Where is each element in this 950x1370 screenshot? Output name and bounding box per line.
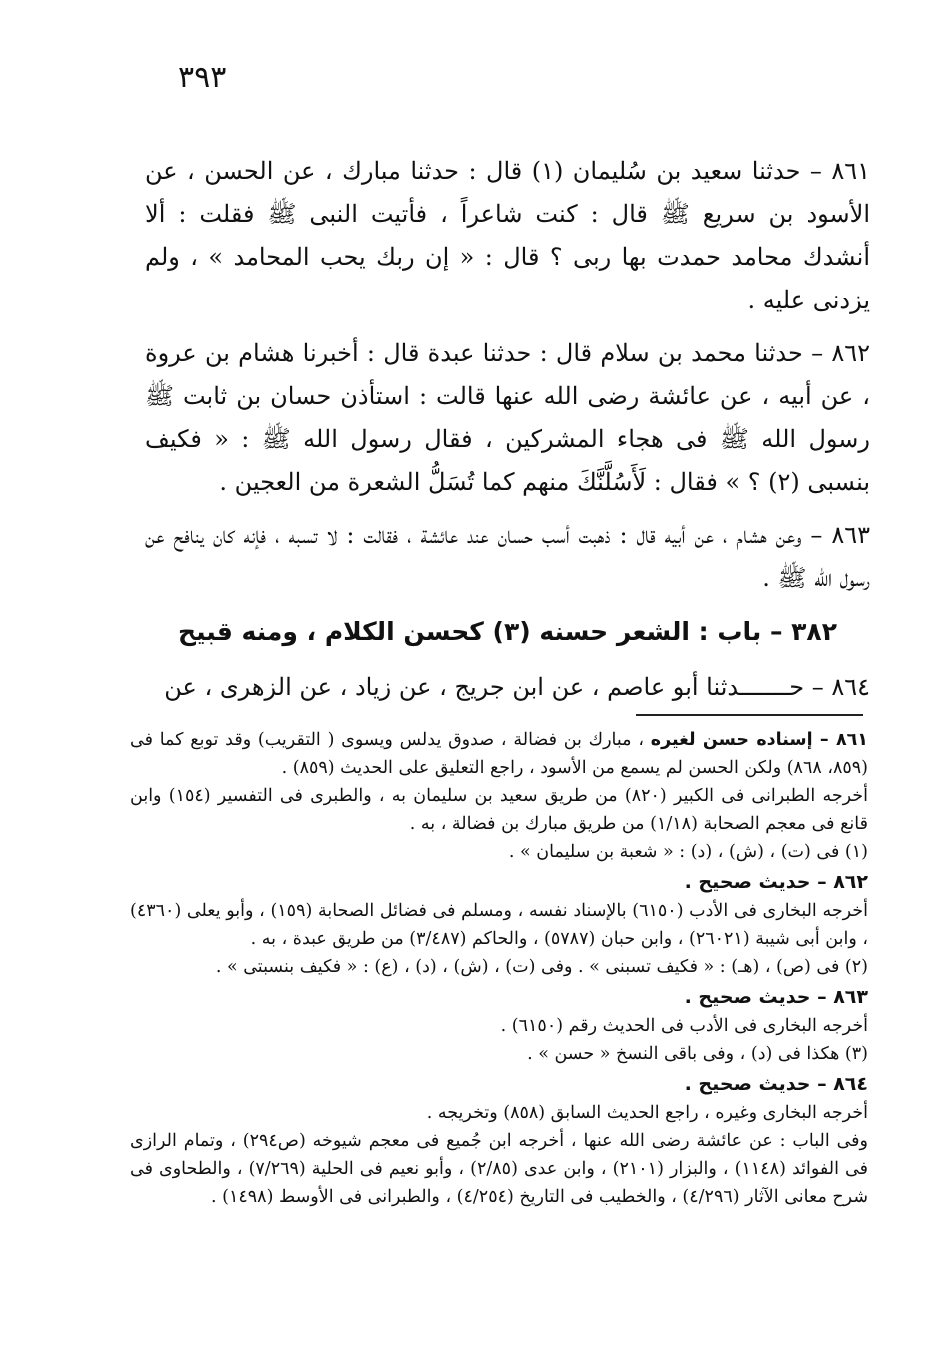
footnote-861-text: ، مبارك بن فضالة ، صدوق يدلس ويسوى ( التقريب) وقد توبع كما فى (٨٥٩، ٨٦٨) ولكن الحسن لم يسمع من الأسود ، راجع التعليق على الحديث (٨٥٩) . [130,730,868,778]
footnote-864-takhrij: أخرجه البخارى وغيره ، راجع الحديث السابق (٨٥٨) وتخريجه . [426,1103,868,1123]
footnote-863-grade: ٨٦٣ – حديث صحيح . [684,986,868,1008]
footnote-864-grade: ٨٦٤ – حديث صحيح . [684,1073,868,1095]
footnote-861 [130,726,868,782]
main-text [145,150,870,719]
footnote-861-grade: ٨٦١ – إسناده حسن لغيره [650,730,868,750]
footnote-divider [636,714,863,716]
footnote-862-takhrij: أخرجه البخارى فى الأدب (٦١٥٠) بالإسناد نفسه ، ومسلم فى فضائل الصحابة (١٥٩) ، وأبو يعلى (٤٣٦٠) ، وابن أبى شيبة (٢٦٠٢١) ، وابن حبان (٥٧٨٧) ، والحاكم (٣/٤٨٧) من طريق عبدة ، به . [130,901,868,949]
page-number: ٣٩٣ [178,60,227,95]
chapter-heading: ٣٨٢ – باب : الشعر حسنه (٣) كحسن الكلام ، ومنه قبيح [178,617,837,646]
footnote-variant-2: (٢) فى (ص) ، (هـ) : « فكيف تسبنى » . وفى (ت) ، (ش) ، (د) ، (ع) : « فكيف بنسبتى » . [215,957,868,977]
hadith-862: ٨٦٢ – حدثنا محمد بن سلام قال : حدثنا عبدة قال : أخبرنا هشام بن عروة ، عن أبيه ، عن عائشة رضى الله عنها قالت : استأذن حسان بن ثابت ﷺ رسول الله ﷺ فى هجاء المشركين ، فقال رسول الله ﷺ : « فكيف بنسبى (٢) ؟ » فقال : لَأَسُلَّنَّكَ منهم كما تُسَلُّ الشعرة من العجين . [145,339,870,496]
footnote-variant-3: (٣) هكذا فى (د) ، وفى باقى النسخ « حسن » . [527,1044,868,1064]
hadith-864: ٨٦٤ – حـــــــدثنا أبو عاصم ، عن ابن جريج ، عن زياد ، عن الزهرى ، عن [164,673,870,701]
footnote-864-bab: وفى الباب : عن عائشة رضى الله عنها ، أخرجه ابن جُميع فى معجم شيوخه (ص٢٩٤) ، وتمام الرازى فى الفوائد (١١٤٨) ، والبزار (٢١٠١) ، وابن عدى (٢/٨٥) ، وأبو نعيم فى الحلية (٧/٢٦٩) ، والطحاوى فى شرح معانى الآثار (٤/٢٩٦) ، والخطيب فى التاريخ (٤/٢٥٤) ، والطبرانى فى الأوسط (١٤٩٨) . [130,1131,868,1207]
hadith-863: ٨٦٣ – وعن هشام ، عن أبيه قال : ذهبت أسب حسان عند عائشة ، فقالت : لا تسبه ، فإنه كان ينافح عن رسول الله ﷺ . [145,521,870,592]
footnotes [130,726,868,1211]
footnote-variant-1: (١) فى (ت) ، (ش) ، (د) : « شعبة بن سليمان » . [508,842,868,862]
footnote-861-takhrij: أخرجه الطبرانى فى الكبير (٨٢٠) من طريق سعيد بن سليمان به ، والطبرى فى التفسير (١٥٤) وابن قانع فى معجم الصحابة (١/١٨) من طريق مبارك بن فضالة ، به . [130,786,868,834]
footnote-863-takhrij: أخرجه البخارى فى الأدب فى الحديث رقم (٦١٥٠) . [500,1016,868,1036]
footnote-862-grade: ٨٦٢ – حديث صحيح . [684,871,868,893]
hadith-861: ٨٦١ – حدثنا سعيد بن سُليمان (١) قال : حدثنا مبارك ، عن الحسن ، عن الأسود بن سريع ﷺ قال : كنت شاعراً ، فأتيت النبى ﷺ فقلت : ألا أنشدك محامد حمدت بها ربى ؟ قال : « إن ربك يحب المحامد » ، ولم يزدنى عليه . [145,157,871,314]
